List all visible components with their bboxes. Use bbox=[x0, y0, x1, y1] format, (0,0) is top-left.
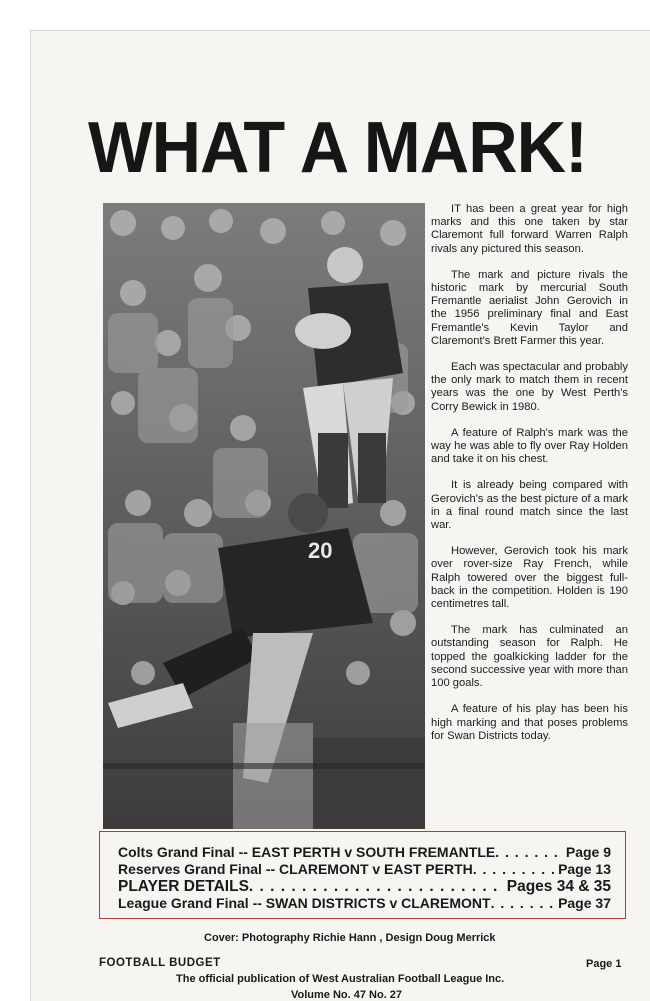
article-paragraph: It is already being compared with Gerovich's as the best picture of a mark in a final round match since the last war. bbox=[431, 479, 628, 532]
contents-leader bbox=[495, 844, 562, 861]
contents-leader bbox=[473, 861, 554, 878]
article-paragraph: The mark and picture rivals the historic mark by mercurial South Fremantle aerialist John Gerovich in the 1956 preliminary final and East Fremantle's Kevin Taylor and Claremont's Brett Farmer this year. bbox=[431, 268, 628, 347]
article-paragraph: However, Gerovich took his mark over rover-size Ray French, while Ralph towered over the biggest full-back in the competition. Holden is 190 centimetres tall. bbox=[431, 545, 628, 611]
volume-line: Volume No. 47 No. 27 bbox=[291, 989, 403, 1001]
article-body bbox=[431, 203, 628, 756]
contents-leader bbox=[491, 895, 554, 912]
football-mark-photo bbox=[103, 203, 425, 829]
contents-box bbox=[99, 831, 626, 919]
cover-credit: Cover: Photography Richie Hann , Design Doug Merrick bbox=[204, 932, 496, 944]
publication-name: FOOTBALL BUDGET bbox=[99, 957, 221, 969]
contents-title: Colts Grand Final -- EAST PERTH v SOUTH FREMANTLE bbox=[118, 844, 496, 860]
article-paragraph: Each was spectacular and probably the only mark to match them in recent years was the one by West Perth's Corry Bewick in 1980. bbox=[431, 361, 628, 413]
player-number: 20 bbox=[308, 538, 333, 563]
contents-page: Page 13 bbox=[558, 861, 611, 877]
contents-title: League Grand Final -- SWAN DISTRICTS v CLAREMONT bbox=[118, 895, 491, 911]
contents-page: Pages 34 & 35 bbox=[506, 878, 611, 895]
contents-page: Page 9 bbox=[565, 844, 611, 860]
contents-title: Reserves Grand Final -- CLAREMONT v EAST PERTH bbox=[118, 861, 473, 877]
article-paragraph: A feature of his play has been his high marking and that poses problems for Swan Districts today. bbox=[431, 703, 628, 742]
contents-row bbox=[118, 895, 611, 912]
article-paragraph: IT has been a great year for high marks and this one taken by star Claremont full forward Warren Ralph rivals any pictured this season. bbox=[431, 203, 628, 255]
contents-row bbox=[118, 844, 611, 861]
contents-row bbox=[118, 861, 611, 878]
page-number: Page 1 bbox=[586, 958, 622, 970]
contents-page: Page 37 bbox=[558, 895, 611, 911]
article-paragraph: A feature of Ralph's mark was the way he was able to fly over Ray Holden and take it on his chest. bbox=[431, 426, 628, 466]
contents-title: PLAYER DETAILS bbox=[118, 878, 249, 895]
article-paragraph: The mark has culminated an outstanding season for Ralph. He topped the goalkicking ladder for the second successive year with more than 100 goals. bbox=[431, 624, 628, 690]
contents-leader bbox=[249, 878, 503, 895]
contents-row bbox=[118, 878, 611, 895]
headline: WHAT A MARK! bbox=[88, 108, 587, 188]
official-publication-line: The official publication of West Australian Football League Inc. bbox=[176, 973, 505, 985]
